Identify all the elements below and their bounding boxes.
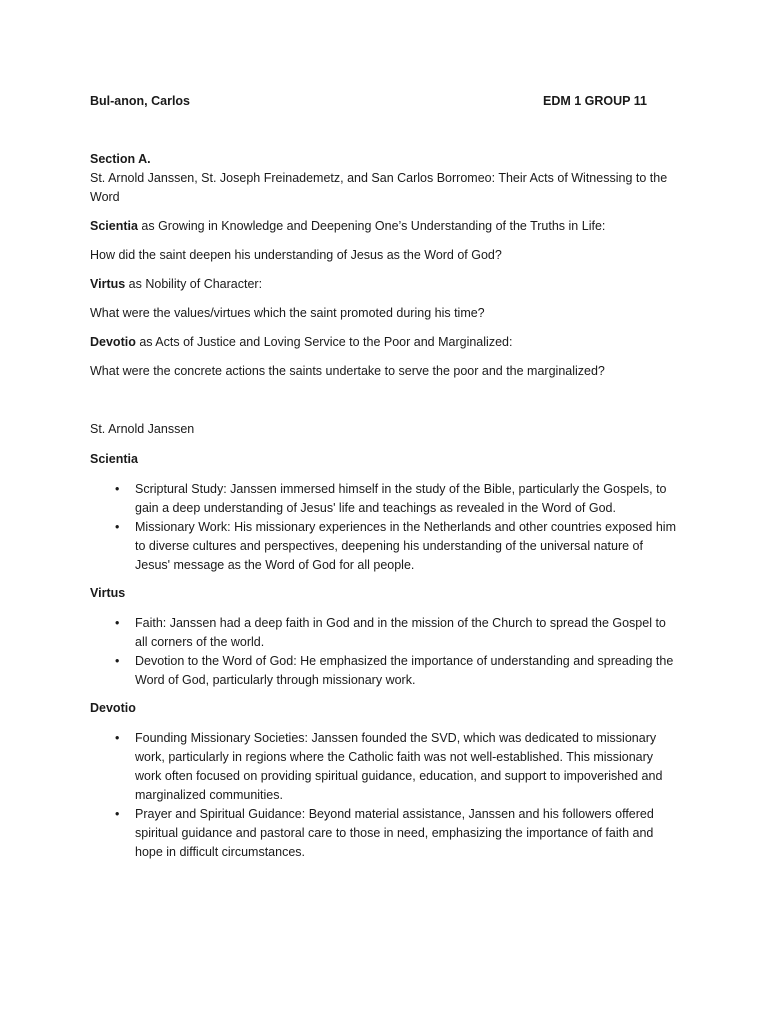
prompt-term: Scientia [90, 219, 138, 233]
prompt-term: Devotio [90, 335, 136, 349]
bullet-icon: • [115, 654, 120, 668]
prompt-question: How did the saint deepen his understanding of Jesus as the Word of God? [90, 248, 502, 262]
list-item [90, 614, 680, 652]
list-item [90, 480, 680, 518]
list-item-text: Prayer and Spiritual Guidance: Beyond material assistance, Janssen and his followers offered spiritual guidance and pastoral care to those in need, emphasizing the importance of faith and hope in difficult circumstances. [135, 807, 654, 859]
prompt-virtus [90, 275, 262, 294]
bullet-icon: • [115, 616, 120, 630]
list-item-text: Scriptural Study: Janssen immersed himself in the study of the Bible, particularly the Gospels, to gain a deep understanding of Jesus' life and teachings as revealed in the Word of God. [135, 482, 667, 515]
prompt-desc: as Acts of Justice and Loving Service to the Poor and Marginalized: [135, 335, 513, 349]
section-title: St. Arnold Janssen, St. Joseph Freinademetz, and San Carlos Borromeo: Their Acts of Witnessing to the Word [90, 171, 668, 204]
list-item [90, 652, 680, 690]
prompt-desc: as Growing in Knowledge and Deepening One’s Understanding of the Truths in Life: [137, 219, 606, 233]
prompt-desc: as Nobility of Character: [125, 277, 263, 291]
bullet-icon: • [115, 807, 120, 821]
saint-name: St. Arnold Janssen [90, 422, 195, 436]
prompt-devotio [90, 333, 512, 352]
prompt-scientia [90, 217, 605, 236]
virtus-list [90, 614, 680, 690]
bullet-icon: • [115, 482, 120, 496]
course-group: EDM 1 GROUP 11 [543, 94, 647, 108]
scientia-list [90, 480, 680, 575]
bullet-icon: • [115, 731, 120, 745]
prompt-term: Virtus [90, 277, 126, 291]
devotio-list [90, 729, 680, 862]
list-item-text: Faith: Janssen had a deep faith in God and in the mission of the Church to spread the Gospel to all corners of the world. [135, 616, 666, 649]
scientia-heading: Scientia [90, 452, 138, 466]
list-item [90, 729, 680, 805]
devotio-heading: Devotio [90, 701, 136, 715]
prompt-question: What were the values/virtues which the saint promoted during his time? [90, 306, 485, 320]
prompt-question: What were the concrete actions the saints undertake to serve the poor and the marginalized? [90, 364, 605, 378]
list-item [90, 805, 680, 862]
list-item-text: Missionary Work: His missionary experiences in the Netherlands and other countries exposed him to diverse cultures and perspectives, deepening his understanding of the universal nature of Jesus' message as the Word of God for all people. [135, 520, 676, 572]
virtus-heading: Virtus [90, 586, 126, 600]
bullet-icon: • [115, 520, 120, 534]
list-item-text: Devotion to the Word of God: He emphasized the importance of understanding and spreading the Word of God, particularly through missionary work. [135, 654, 674, 687]
list-item [90, 518, 680, 575]
list-item-text: Founding Missionary Societies: Janssen founded the SVD, which was dedicated to missionary work, particularly in regions where the Catholic faith was not well-established. This missionary work often focused on providing spiritual guidance, education, and support to impoverished and marginalized communities. [135, 731, 663, 802]
section-heading: Section A. [90, 152, 151, 166]
author-name: Bul-anon, Carlos [90, 94, 191, 108]
